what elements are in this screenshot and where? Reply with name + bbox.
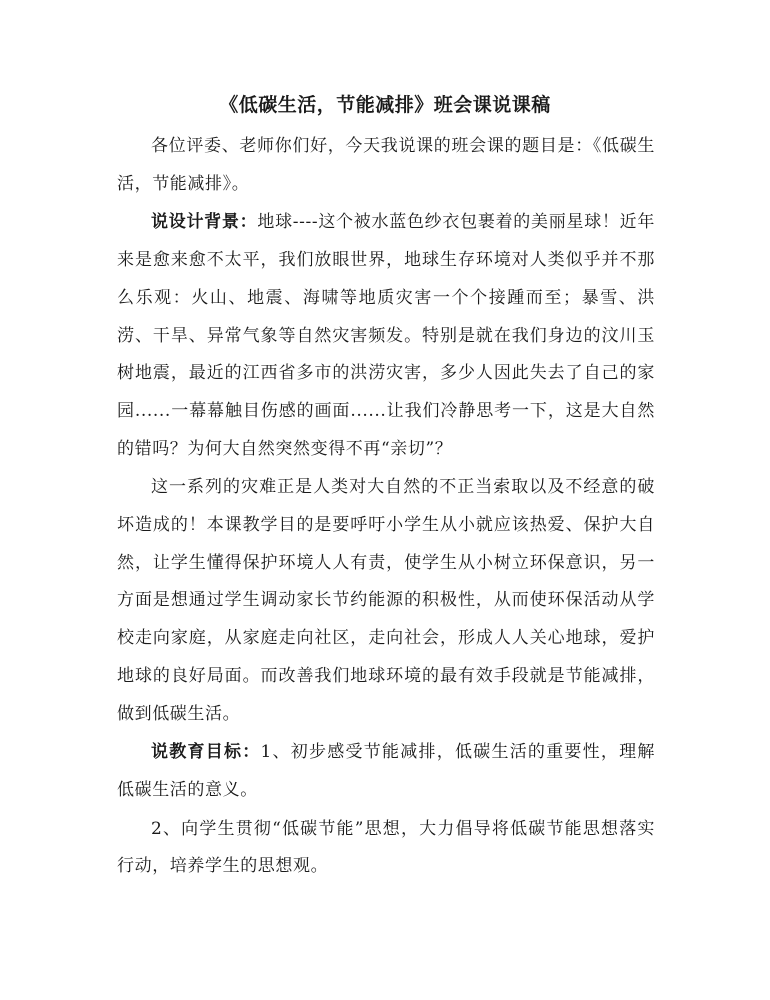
paragraph-lead-label: 说设计背景： <box>151 212 258 233</box>
paragraph-text: 这一系列的灾难正是人类对大自然的不正当索取以及不经意的破坏造成的！本课教学目的是要呼吁小学生从小就应该热爱、保护大自然，让学生懂得保护环境人人有责，使学生从小树立环保意识，另一方面是想通过学生调动家长节约能源的积极性，从而使环保活动从学校走向家庭，从家庭走向社区，走向社会，形成人人关心地球，爱护地球的良好局面。而改善我们地球环境的最有效手段就是节能减排，做到低碳生活。 <box>117 477 655 724</box>
paragraph-text: 地球----这个被水蓝色纱衣包裹着的美丽星球！近年来是愈来愈不太平，我们放眼世界，地球生存环境对人类似乎并不那么乐观：火山、地震、海啸等地质灾害一个个接踵而至；暴雪、洪涝、干旱、异常气象等自然灾害频发。特别是就在我们身边的汶川玉树地震，最近的江西省多市的洪涝灾害，多少人因此失去了自己的家园......一幕幕触目伤感的画面......让我们冷静思考一下，这是大自然的错吗？为何大自然突然变得不再“亲切”？ <box>117 212 655 459</box>
paragraph-education-goal-2 <box>117 811 655 886</box>
paragraph-greeting <box>117 128 655 203</box>
paragraph-design-background <box>117 204 655 468</box>
paragraph-teaching-purpose <box>117 469 655 733</box>
paragraph-lead-label: 说教育目标： <box>151 742 261 763</box>
paragraph-education-goal-1 <box>117 734 655 809</box>
document-title: 《低碳生活，节能减排》班会课说课稿 <box>219 94 551 116</box>
paragraph-text: 1、初步感受节能减排，低碳生活的重要性，理解低碳生活的意义。 <box>117 742 655 800</box>
paragraph-text: 2、向学生贯彻“低碳节能”思想，大力倡导将低碳节能思想落实行动，培养学生的思想观。 <box>117 818 655 877</box>
document-body <box>117 128 655 886</box>
paragraph-text: 各位评委、老师你们好，今天我说课的班会课的题目是：《低碳生活，节能减排》。 <box>117 136 655 194</box>
